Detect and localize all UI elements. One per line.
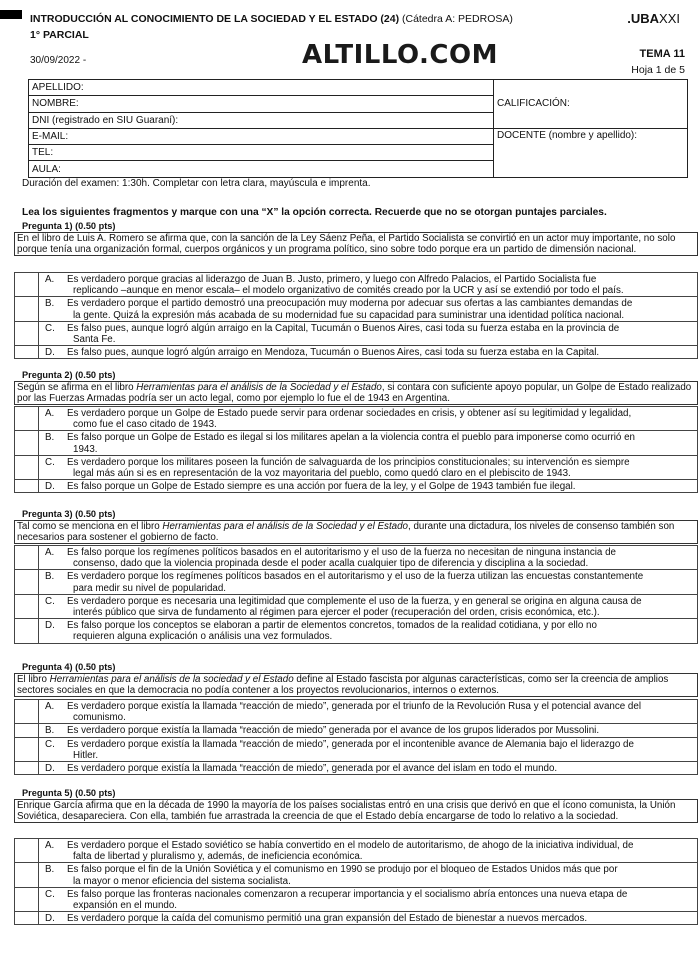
option-line-2: Santa Fe.	[73, 334, 116, 346]
course-name: INTRODUCCIÓN AL CONOCIMIENTO DE LA SOCIEDAD Y EL ESTADO (24)	[30, 13, 400, 25]
option-row[interactable]	[15, 455, 698, 479]
option-letter: B.	[45, 298, 55, 310]
option-line-1: Es verdadero porque existía la llamada “reacción de miedo” generada por el avance de los grupos liderados por Mussolini.	[67, 725, 600, 737]
option-line-2: la mayor o menor eficiencia del sistema socialista.	[73, 875, 291, 887]
option-line-1: Es verdadero porque un Golpe de Estado puede servir para ordenar sociedades en crisis, y obtener así su legitimidad y legalidad,	[67, 408, 632, 419]
field-calificacion[interactable]: CALIFICACIÓN:	[494, 80, 688, 129]
stem-text: define al Estado fascista por algunas características, como ser la creencia de amplios sectores sociales en que la democracia no podía contener a los proyectos revolucionarios, internos o externos.	[17, 674, 669, 697]
stem-text: , durante una dictadura, los niveles de consenso también son necesarios para sostener el gobierno de facto.	[17, 521, 675, 544]
option-row[interactable]	[15, 762, 698, 775]
option-text	[39, 724, 698, 737]
question-4-options	[14, 699, 698, 775]
question-5-stem: Enrique García afirma que en la década de 1990 la mayoría de los países socialistas entró en una crisis que derivó en que el ícono comunista, la Unión Soviética, desapareciera. Con ella, también fue arrastrada la creencia de que el Estado debía encargarse de todo lo relativo a la sociedad.	[14, 799, 698, 823]
option-letter: D.	[45, 913, 55, 925]
option-letter: C.	[45, 595, 55, 607]
field-nombre[interactable]: NOMBRE:	[29, 96, 494, 112]
option-row[interactable]	[15, 912, 698, 925]
question-2-stem	[14, 381, 698, 405]
option-row[interactable]	[15, 570, 698, 594]
question-4-stem	[14, 673, 698, 697]
option-text	[39, 455, 698, 479]
answer-box[interactable]	[15, 863, 39, 887]
option-line-1: Es verdadero porque los regímenes políticos basados en el autoritarismo y el uso de la fuerza utilizan las encuestas constantemente	[67, 571, 644, 583]
option-row[interactable]	[15, 297, 698, 321]
option-letter: B.	[45, 571, 55, 583]
option-row[interactable]	[15, 407, 698, 431]
option-text	[39, 700, 698, 724]
option-letter: C.	[45, 738, 55, 750]
question-2-title: Pregunta 2) (0.50 pts)	[22, 370, 116, 380]
book-title: Herramientas para el análisis de la sociedad y el Estado	[49, 674, 294, 685]
catedra: (Cátedra A: PEDROSA)	[399, 13, 513, 25]
answer-box[interactable]	[15, 431, 39, 455]
answer-box[interactable]	[15, 912, 39, 925]
option-row[interactable]	[15, 346, 698, 359]
option-letter: C.	[45, 456, 55, 468]
answer-box[interactable]	[15, 321, 39, 345]
uba-logo-bold: .UBA	[627, 11, 660, 26]
question-1-title: Pregunta 1) (0.50 pts)	[22, 221, 116, 231]
option-letter: C.	[45, 322, 55, 334]
question-3-options	[14, 545, 698, 644]
option-letter: B.	[45, 864, 55, 876]
answer-box[interactable]	[15, 346, 39, 359]
field-email[interactable]: E-MAIL:	[29, 128, 494, 144]
exam-date: 30/09/2022 -	[30, 55, 87, 66]
tema-label: TEMA 11	[639, 48, 685, 60]
option-letter: C.	[45, 888, 55, 900]
uba-logo	[627, 11, 680, 26]
option-row[interactable]	[15, 594, 698, 618]
option-letter: B.	[45, 725, 55, 737]
option-row[interactable]	[15, 431, 698, 455]
question-5-title: Pregunta 5) (0.50 pts)	[22, 788, 116, 798]
option-line-2: requieren alguna explicación o análisis una vez formulados.	[73, 631, 333, 643]
option-line-2: expansión en el mundo.	[73, 900, 178, 912]
field-dni[interactable]: DNI (registrado en SIU Guaraní):	[29, 112, 494, 128]
option-line-1: Es falso porque los regímenes políticos basados en el autoritarismo y el uso de la fuerza no necesitan de ninguna instancia de	[67, 547, 616, 558]
instructions: Lea los siguientes fragmentos y marque con una “X” la opción correcta. Recuerde que no se otorgan puntajes parciales.	[22, 207, 607, 218]
question-3-stem	[14, 520, 698, 544]
option-letter: D.	[45, 481, 55, 493]
option-letter: A.	[45, 701, 55, 712]
answer-box[interactable]	[15, 839, 39, 863]
answer-box[interactable]	[15, 273, 39, 297]
uba-logo-light: XXI	[659, 11, 680, 26]
option-row[interactable]	[15, 737, 698, 761]
option-line-1: Es verdadero porque el Estado soviético se había convertido en el modelo de autoritarismo, de ahogo de la iniciativa individual, de	[67, 840, 634, 851]
stem-text: Según se afirma en el libro	[17, 382, 137, 393]
option-row[interactable]	[15, 619, 698, 643]
option-text	[39, 297, 698, 321]
option-line-2: 1943.	[73, 443, 98, 455]
option-text	[39, 737, 698, 761]
option-letter: D.	[45, 620, 55, 632]
option-text	[39, 346, 698, 359]
stem-text: , si contara con suficiente apoyo popular, un Golpe de Estado realizado por las Fuerzas Armadas podría ser un acto legal, como por ejemplo lo fue el de 1943 en Argentina.	[17, 382, 692, 405]
option-row[interactable]	[15, 273, 698, 297]
option-row[interactable]	[15, 321, 698, 345]
page-indicator: Hoja 1 de 5	[631, 64, 685, 76]
answer-box[interactable]	[15, 737, 39, 761]
stem-text: Tal como se menciona en el libro	[17, 521, 163, 532]
option-row[interactable]	[15, 724, 698, 737]
option-row[interactable]	[15, 887, 698, 911]
option-line-1: Es verdadero porque gracias al liderazgo de Juan B. Justo, primero, y luego con Alfredo Palacios, el Partido Socialista fue	[67, 274, 597, 285]
question-1-stem: En el libro de Luis A. Romero se afirma que, con la sanción de la Ley Sáenz Peña, el Partido Socialista se convirtió en un actor muy importante, no solo porque tenía una organización formal, cuerpos orgánicos y un programa político, sino sobre todo porque era un partido de dimensión nacional.	[14, 232, 698, 256]
option-text	[39, 863, 698, 887]
option-text	[39, 321, 698, 345]
option-text	[39, 546, 698, 570]
option-text	[39, 273, 698, 297]
option-line-1: Es falso porque el fin de la Unión Soviética y el comunismo en 1990 se produjo por el bloqueo de Estados Unidos más que por	[67, 864, 618, 876]
option-text	[39, 407, 698, 431]
option-line-1: Es falso pues, aunque logró algún arraigo en Mendoza, Tucumán o Buenos Aires, casi toda su fuerza estaba en la Capital.	[67, 347, 600, 359]
answer-box[interactable]	[15, 546, 39, 570]
option-line-2: comunismo.	[73, 712, 126, 724]
option-letter: A.	[45, 547, 55, 558]
option-line-1: Es verdadero porque existía la llamada “reacción de miedo”, generada por el incontenible avance de Alemania bajo el liderazgo de	[67, 738, 634, 750]
student-info-table	[28, 79, 688, 178]
question-2-options	[14, 406, 698, 493]
answer-box[interactable]	[15, 570, 39, 594]
altillo-logo: ALTILLO.COM	[302, 40, 498, 70]
corner-mark	[0, 10, 22, 19]
field-docente[interactable]: DOCENTE (nombre y apellido):	[494, 128, 688, 177]
option-text	[39, 762, 698, 775]
option-text	[39, 431, 698, 455]
answer-box[interactable]	[15, 594, 39, 618]
exam-duration-note: Duración del examen: 1:30h. Completar con letra clara, mayúscula e imprenta.	[22, 178, 371, 189]
option-row[interactable]	[15, 863, 698, 887]
option-text	[39, 619, 698, 643]
option-line-2: interés público que sirva de fundamento al régimen para ejercer el poder (recuperación del orden, crisis económica, etc.).	[73, 607, 600, 619]
option-row[interactable]	[15, 480, 698, 493]
option-text	[39, 887, 698, 911]
field-apellido[interactable]: APELLIDO:	[29, 80, 494, 96]
option-row[interactable]	[15, 700, 698, 724]
option-letter: A.	[45, 840, 55, 851]
option-line-1: Es verdadero porque el partido demostró una preocupación muy moderna por adecuar sus ofertas a las cambiantes demandas de	[67, 298, 633, 310]
option-row[interactable]	[15, 839, 698, 863]
option-line-1: Es verdadero porque es necesaria una legitimidad que complemente el uso de la fuerza, y en general se origina en alguna causa de	[67, 595, 642, 607]
option-line-2: para medir su nivel de popularidad.	[73, 582, 227, 594]
exam-type: 1° PARCIAL	[30, 29, 89, 41]
answer-box[interactable]	[15, 455, 39, 479]
option-line-2: falta de libertad y pluralismo y, además, de ineficiencia económica.	[73, 851, 363, 863]
field-tel[interactable]: TEL:	[29, 145, 494, 161]
option-text	[39, 839, 698, 863]
question-5-options	[14, 838, 698, 925]
option-text	[39, 570, 698, 594]
option-text	[39, 480, 698, 493]
option-line-1: Es falso pues, aunque logró algún arraigo en la Capital, Tucumán o Buenos Aires, casi toda su fuerza estaba en la provincia de	[67, 322, 620, 334]
course-title	[30, 13, 513, 25]
option-line-1: Es falso porque los conceptos se elaboran a partir de elementos concretos, tomados de la realidad cotidiana, y por ello no	[67, 620, 597, 632]
book-title: Herramientas para el análisis de la Sociedad y el Estado	[136, 382, 382, 393]
option-line-1: Es verdadero porque la caída del comunismo permitió una gran expansión del Estado de bienestar a nuevos mercados.	[67, 913, 588, 925]
stem-text: El libro	[17, 674, 50, 685]
option-letter: A.	[45, 274, 55, 285]
answer-box[interactable]	[15, 887, 39, 911]
option-text	[39, 912, 698, 925]
question-4-title: Pregunta 4) (0.50 pts)	[22, 662, 116, 672]
field-aula[interactable]: AULA:	[29, 161, 494, 177]
option-line-2: legal más aún si es en representación de la voz mayoritaria del pueblo, como quedó claro en el plebiscito de 1943.	[73, 468, 571, 480]
option-line-1: Es falso porque las fronteras nacionales comenzaron a recuperar importancia y el socialismo abría entonces una nueva etapa de	[67, 888, 628, 900]
option-line-1: Es falso porque un Golpe de Estado siempre es una acción por fuera de la ley, y el Golpe de 1943 también fue ilegal.	[67, 481, 576, 493]
answer-box[interactable]	[15, 407, 39, 431]
option-line-1: Es verdadero porque existía la llamada “reacción de miedo”, generada por el triunfo de la Revolución Rusa y el potencial avance del	[67, 701, 641, 712]
option-line-2: consenso, dado que la violencia propinada desde el poder acalla cualquier tipo de diferencia y disciplina a la sociedad.	[73, 558, 589, 570]
book-title: Herramientas para el análisis de la Sociedad y el Estado	[162, 521, 409, 532]
question-3-title: Pregunta 3) (0.50 pts)	[22, 509, 116, 519]
option-text	[39, 594, 698, 618]
option-letter: D.	[45, 763, 55, 775]
question-1-options	[14, 272, 698, 359]
option-line-1: Es falso porque un Golpe de Estado es ilegal si los militares apelan a la violencia contra el pueblo para imponerse como ocurrió en	[67, 432, 635, 444]
option-row[interactable]	[15, 546, 698, 570]
option-line-2: como fue el caso citado de 1943.	[73, 419, 217, 431]
option-line-1: Es verdadero porque existía la llamada “reacción de miedo”, generada por el avance del islam en todo el mundo.	[67, 763, 558, 775]
answer-box[interactable]	[15, 762, 39, 775]
option-line-1: Es verdadero porque los militares poseen la función de salvaguarda de los principios constitucionales; su intervención es siempre	[67, 456, 630, 468]
option-line-2: Hitler.	[73, 749, 99, 761]
answer-box[interactable]	[15, 724, 39, 737]
option-line-2: la gente. Quizá la expresión más acabada de su modernidad fue su capacidad para suministrar una identidad política nacional.	[73, 309, 625, 321]
option-letter: A.	[45, 408, 55, 419]
answer-box[interactable]	[15, 297, 39, 321]
answer-box[interactable]	[15, 700, 39, 724]
option-line-2: replicando –aunque en menor escala– el modelo organizativo de comités creado por la UCR y así se extendió por todo el país.	[73, 285, 624, 297]
answer-box[interactable]	[15, 480, 39, 493]
answer-box[interactable]	[15, 619, 39, 643]
option-letter: D.	[45, 347, 55, 359]
option-letter: B.	[45, 432, 55, 444]
